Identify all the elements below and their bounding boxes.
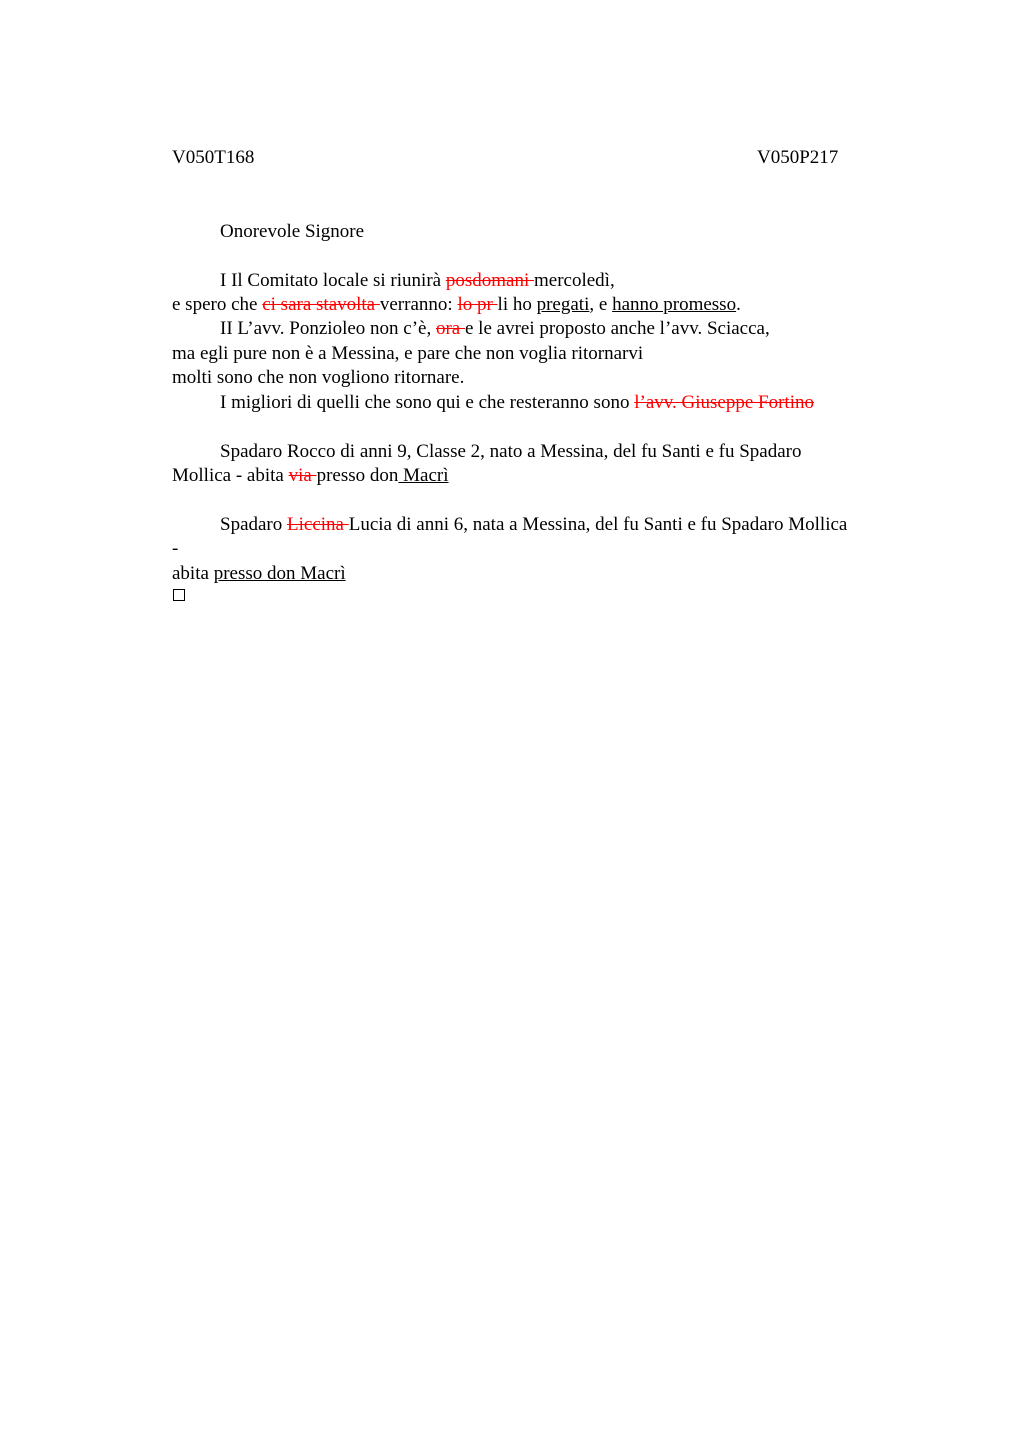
text-span: verranno:: [379, 294, 458, 315]
text-span: II L’avv. Ponzioleo non c’è,: [220, 318, 436, 339]
document-code-right: V050P217: [757, 147, 839, 168]
entry-2-line-1: [220, 513, 847, 537]
text-span: I Il Comitato locale si riunirà: [220, 270, 446, 291]
text-span: e le avrei proposto anche l’avv. Sciacca,: [465, 318, 770, 339]
underlined-text: Macrì: [398, 465, 449, 486]
text-span: Lucia di anni 6, nata a Messina, del fu Santi e fu Spadaro Mollica: [348, 514, 848, 535]
paragraph-2-line-2: ma egli pure non è a Messina, e pare che non voglia ritornarvi: [172, 343, 644, 364]
text-span: abita: [172, 563, 214, 584]
text-span: I migliori di quelli che sono qui e che resteranno sono: [220, 392, 635, 413]
text-span: li ho: [497, 294, 537, 315]
deleted-text: ci sara stavolta: [262, 294, 380, 315]
entry-1-line-1: Spadaro Rocco di anni 9, Classe 2, nato a Messina, del fu Santi e fu Spadaro: [220, 441, 802, 462]
salutation: Onorevole Signore: [220, 221, 365, 242]
deleted-text: Liccina: [287, 514, 349, 535]
text-span: presso don: [316, 465, 399, 486]
underlined-text: hanno promesso: [612, 294, 737, 315]
text-span: mercoledì,: [533, 270, 615, 291]
entry-2-line-2: -: [172, 538, 179, 559]
text-span: e spero che: [172, 294, 263, 315]
text-span: , e: [589, 294, 613, 315]
text-span: Spadaro: [220, 514, 288, 535]
deleted-text: posdomani: [445, 270, 534, 291]
paragraph-1-line-1: [220, 269, 615, 293]
empty-square-icon: [173, 589, 185, 601]
document-code-left: V050T168: [172, 147, 255, 168]
underlined-text: pregati: [536, 294, 590, 315]
paragraph-2-line-1: [220, 317, 770, 341]
deleted-text: via: [288, 465, 317, 486]
entry-1-line-2: [172, 464, 449, 488]
deleted-text: ora: [435, 318, 465, 339]
underlined-text: presso don Macrì: [213, 563, 346, 584]
deleted-text: lo pr: [457, 294, 498, 315]
entry-2-line-3: [172, 562, 346, 586]
paragraph-2-line-3: molti sono che non vogliono ritornare.: [172, 367, 465, 388]
deleted-text: l’avv. Giuseppe Fortino: [634, 392, 814, 413]
paragraph-1-line-2: [172, 293, 741, 317]
paragraph-3-line-1: [220, 391, 814, 415]
text-span: Mollica - abita: [172, 465, 289, 486]
text-span: .: [736, 294, 741, 315]
